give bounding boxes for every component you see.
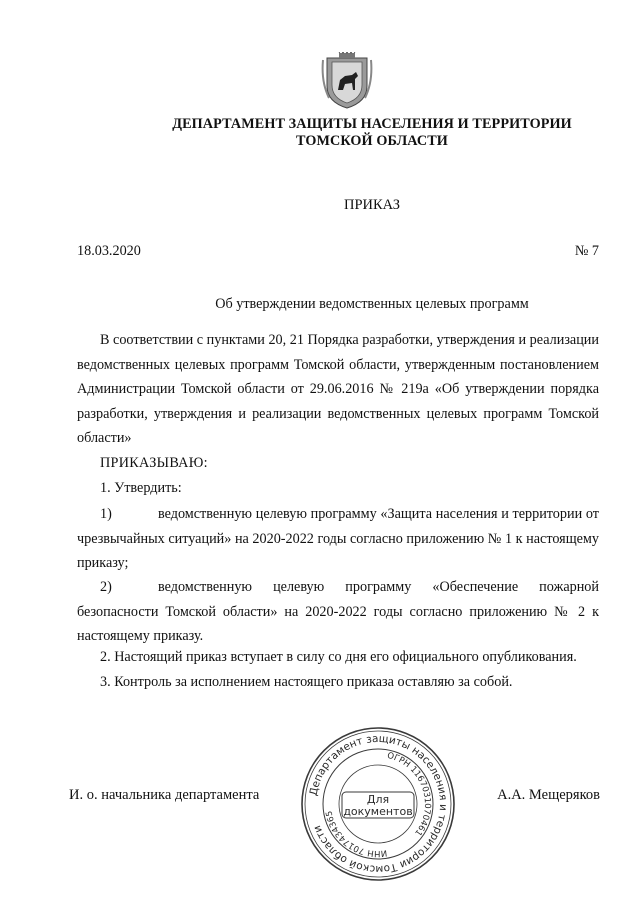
- order-item-3: 3. Контроль за исполнением настоящего приказа оставляю за собой.: [100, 674, 513, 690]
- order-word: ПРИКАЗЫВАЮ:: [100, 455, 208, 471]
- order-item-1: 1. Утвердить:: [100, 480, 182, 496]
- stamp-outer-text: Департамент защиты населения и территории Томской области: [307, 732, 450, 876]
- stamp-ogrn: ОГРН 1167031070461: [386, 750, 433, 838]
- subitem-text: ведомственную целевую программу «Обеспечение пожарной безопасности Томской области» на 2020-2022 годы согласно приложению № 2 к настоящему приказу.: [77, 579, 599, 644]
- document-type-title: ПРИКАЗ: [343, 197, 401, 213]
- document-number: № 7: [574, 243, 599, 259]
- subitem-2: [77, 575, 599, 649]
- preamble-paragraph: В соответствии с пунктами 20, 21 Порядка разработки, утверждения и реализации ведомственных целевых программ Томской области, утвержденным постановлением Администрации Томской области от 29.06.2016 № 219а «Об утверждении порядка разработки, утверждения и реализации ведомственных целевых программ Томской области»: [77, 332, 599, 446]
- stamp-inn: ИНН 7017434365: [324, 809, 388, 859]
- signatory-title: И. о. начальника департамента: [69, 787, 260, 803]
- order-item-2: 2. Настоящий приказ вступает в силу со дня его официального опубликования.: [100, 649, 577, 665]
- official-stamp: [298, 724, 458, 884]
- subitem-number: 1): [100, 506, 112, 522]
- subitem-number: 2): [100, 579, 112, 595]
- subitem-1: [77, 502, 599, 576]
- department-name-line1: ДЕПАРТАМЕНТ ЗАЩИТЫ НАСЕЛЕНИЯ И ТЕРРИТОРИИ: [172, 116, 572, 132]
- tomsk-region-coat-of-arms-icon: [321, 52, 373, 110]
- document-date: 18.03.2020: [77, 243, 141, 259]
- stamp-center-line1: Для: [366, 793, 390, 806]
- signatory-name: А.А. Мещеряков: [497, 787, 600, 803]
- document-subject: Об утверждении ведомственных целевых программ: [215, 296, 529, 312]
- subitem-text: ведомственную целевую программу «Защита населения и территории от чрезвычайных ситуаций» на 2020-2022 годы согласно приложению № 1 к настоящему приказу;: [77, 506, 599, 571]
- department-name-line2: ТОМСКОЙ ОБЛАСТИ: [296, 133, 448, 149]
- stamp-center-line2: документов: [343, 805, 413, 818]
